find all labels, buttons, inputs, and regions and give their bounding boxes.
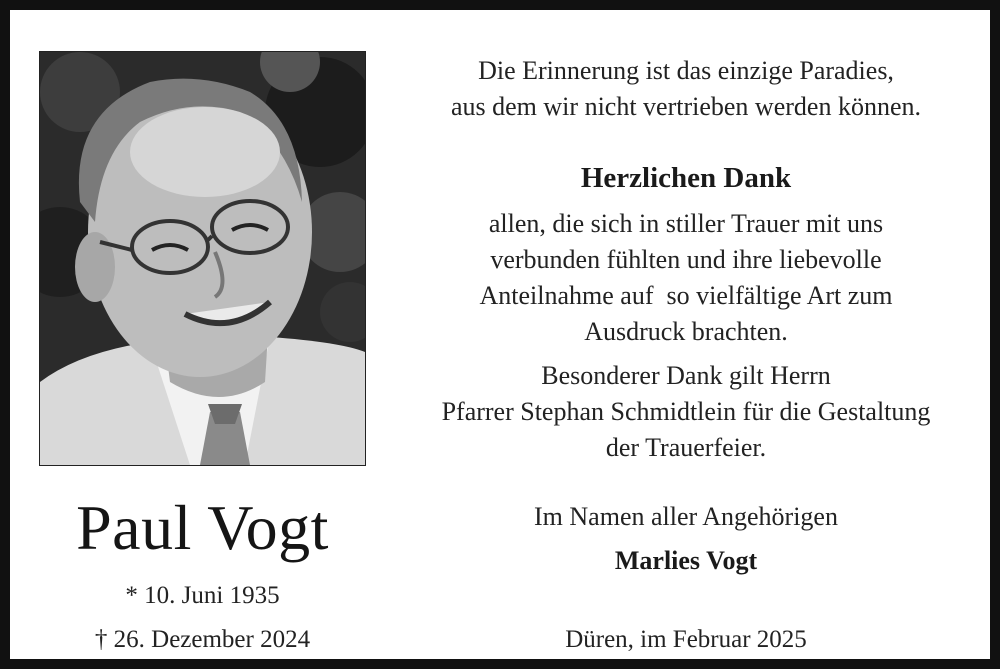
death-date: † 26. Dezember 2024: [94, 626, 311, 653]
special-thanks-line: Besonderer Dank gilt Herrn: [541, 361, 831, 390]
thanks-line: Anteilnahme auf so vielfältige Art zum: [479, 281, 893, 310]
quote-line: Die Erinnerung ist das einzige Paradies,: [478, 56, 894, 85]
place-date: Düren, im Februar 2025: [565, 626, 807, 653]
special-thanks: [380, 358, 992, 466]
thanks-body: [380, 206, 992, 350]
special-thanks-line: Pfarrer Stephan Schmidtlein für die Gestaltung: [441, 397, 931, 426]
signer-name: Marlies Vogt: [614, 546, 758, 575]
quote-block: [380, 53, 992, 125]
thanks-line: allen, die sich in stiller Trauer mit uns: [488, 209, 884, 238]
portrait-photo: [39, 51, 366, 466]
thanks-line: verbunden fühlten und ihre liebevolle: [490, 245, 882, 274]
thanks-heading: Herzlichen Dank: [580, 162, 792, 194]
birth-date: * 10. Juni 1935: [125, 582, 280, 609]
on-behalf-text: Im Namen aller Angehörigen: [534, 502, 838, 531]
special-thanks-line: der Trauerfeier.: [605, 433, 767, 462]
thanks-line: Ausdruck brachten.: [584, 317, 788, 346]
deceased-name: Paul Vogt: [76, 492, 329, 563]
quote-line: aus dem wir nicht vertrieben werden können.: [450, 92, 921, 121]
